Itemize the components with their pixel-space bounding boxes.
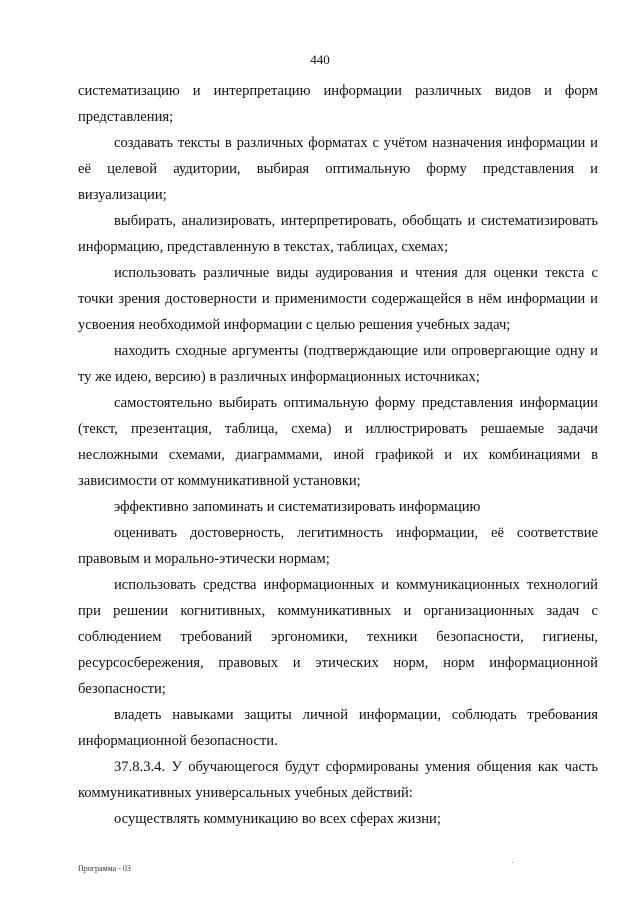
- paragraph: владеть навыками защиты личной информации, соблюдать требования информационной безопасности.: [78, 707, 598, 749]
- paragraph: оценивать достоверность, легитимность информации, её соответствие правовым и морально-этически нормам;: [78, 525, 598, 567]
- paragraph: самостоятельно выбирать оптимальную форму представления информации (текст, презентация, таблица, схема) и иллюстрировать решаемые задачи несложными схемами, диаграммами, иной графикой и их комбинациями в зависимости от коммуникативной установки;: [78, 395, 598, 489]
- paragraph: выбирать, анализировать, интерпретировать, обобщать и систематизировать информацию, представленную в текстах, таблицах, схемах;: [78, 213, 598, 255]
- paragraph: эффективно запоминать и систематизировать информацию: [114, 499, 481, 515]
- paragraph: осуществлять коммуникацию во всех сферах жизни;: [114, 811, 441, 827]
- scan-speck: [512, 862, 513, 863]
- paragraph: находить сходные аргументы (подтверждающие или опровергающие одну и ту же идею, версию) в различных информационных источниках;: [78, 343, 598, 385]
- document-body: [78, 78, 598, 832]
- paragraph: создавать тексты в различных форматах с учётом назначения информации и её целевой аудитории, выбирая оптимальную форму представления и визуализации;: [78, 135, 598, 203]
- page-number: 440: [310, 52, 330, 67]
- paragraph-continuation: систематизацию и интерпретацию информации различных видов и форм представления;: [78, 83, 598, 125]
- section-paragraph: 37.8.3.4. У обучающегося будут сформированы умения общения как часть коммуникативных универсальных учебных действий:: [78, 759, 598, 801]
- page-footer: Программа - 03: [78, 864, 131, 873]
- paragraph: использовать средства информационных и коммуникационных технологий при решении когнитивных, коммуникативных и организационных задач с соблюдением требований эргономики, техники безопасности, гигиены, ресурсосбережения, правовых и этических норм, норм информационной безопасности;: [78, 577, 598, 697]
- paragraph: использовать различные виды аудирования и чтения для оценки текста с точки зрения достоверности и применимости содержащейся в нём информации и усвоения необходимой информации с целью решения учебных задач;: [78, 265, 598, 333]
